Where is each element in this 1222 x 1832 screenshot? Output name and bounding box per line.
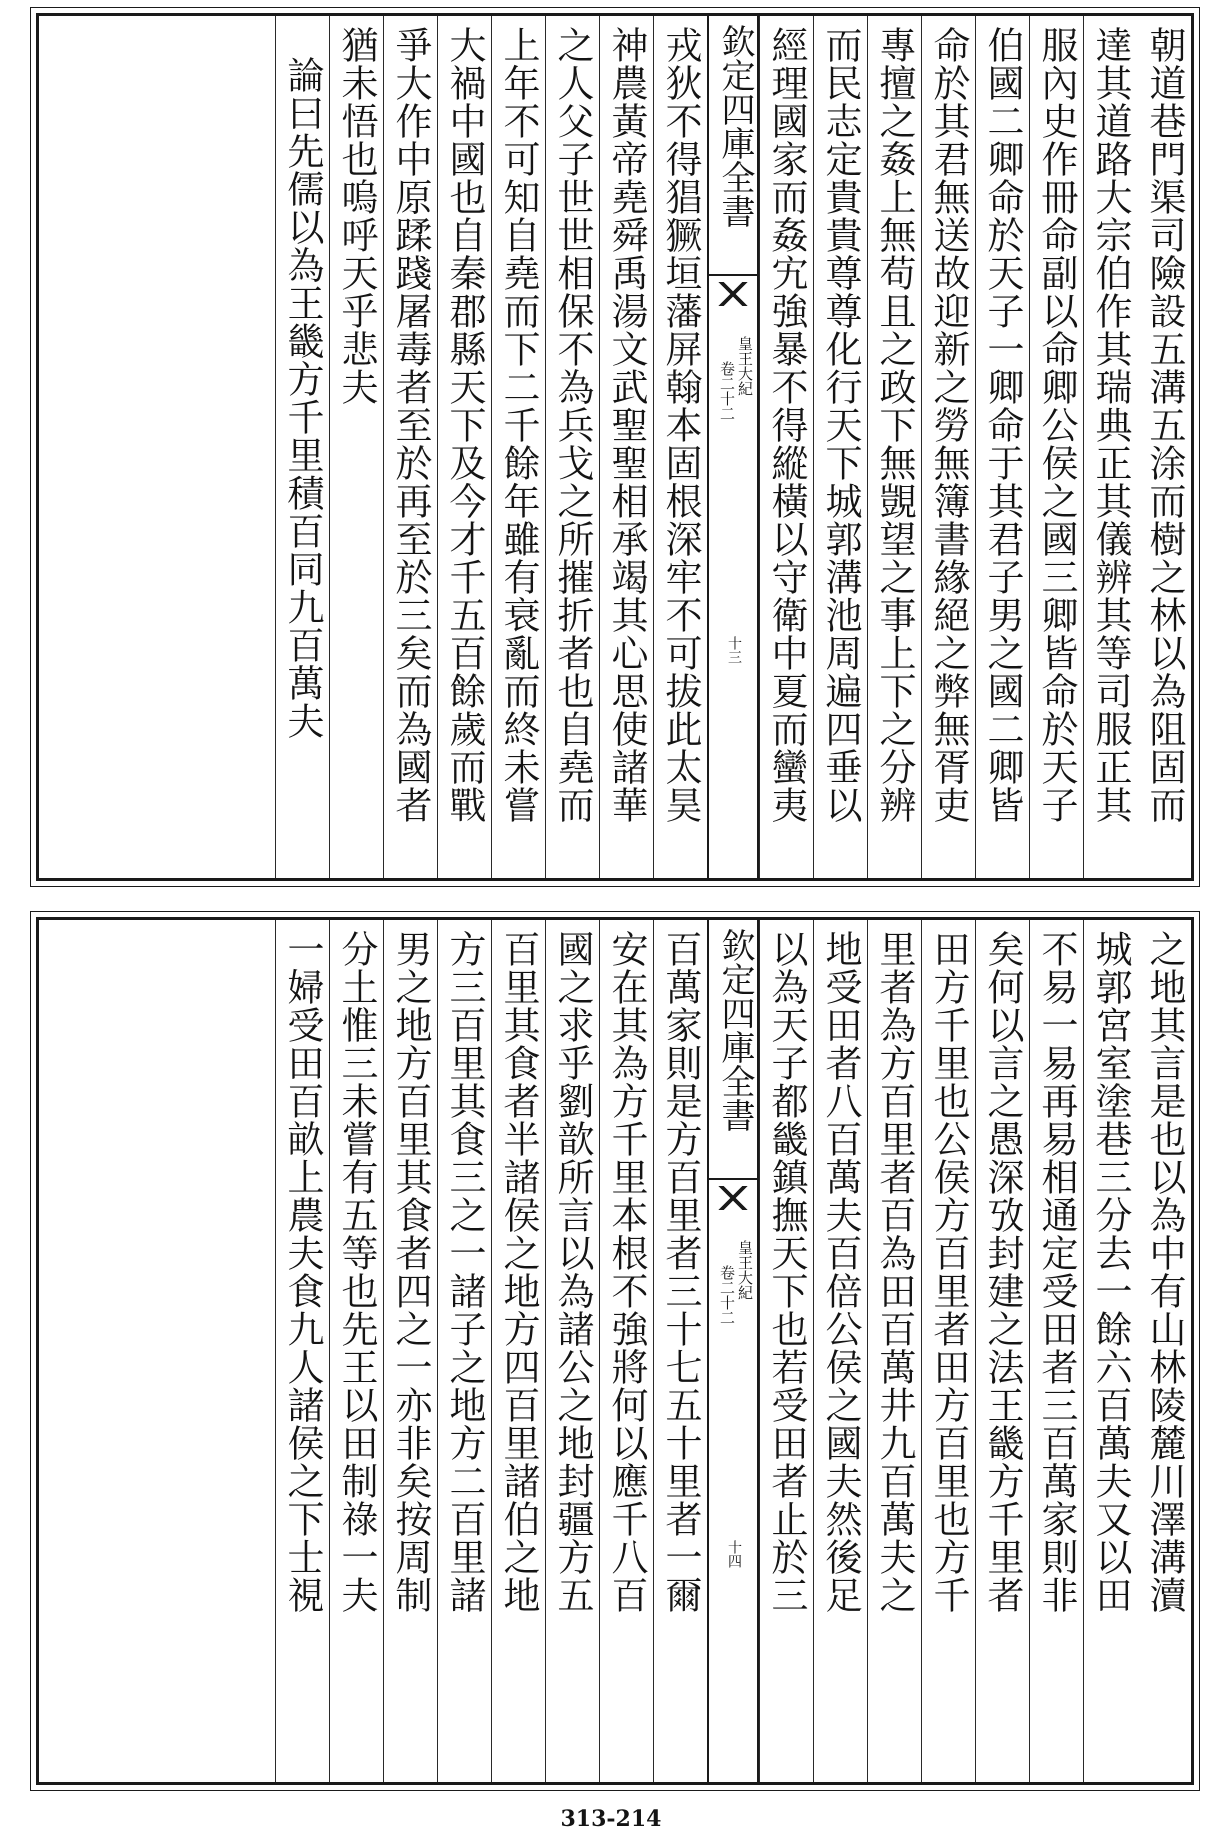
text-column: 安在其為方千里本根不強將何以應千八百 <box>599 920 653 1782</box>
text-column: 城郭宮室塗巷三分去一餘六百萬夫又以田 <box>1083 920 1137 1782</box>
bottom-page-frame <box>36 917 1194 1785</box>
volume-number: 卷二十二 <box>718 1265 736 1325</box>
text-column: 經理國家而姦宄強暴不得縱橫以守衛中夏而蠻夷 <box>759 16 813 878</box>
book-title: 皇王大紀 <box>736 336 754 396</box>
text-column: 國之求乎劉歆所言以為諸公之地封疆方五 <box>545 920 599 1782</box>
text-column: 而民志定貴貴尊尊化行天下城郭溝池周遍四垂以 <box>813 16 867 878</box>
text-column: 之人父子世世相保不為兵戈之所摧折者也自堯而 <box>545 16 599 878</box>
series-title: 欽定四庫全書 <box>715 928 755 1132</box>
center-fold <box>707 920 759 1782</box>
book-title: 皇王大紀 <box>736 1240 754 1300</box>
folio-number: 十三 <box>726 636 742 664</box>
text-column: 達其道路大宗伯作其瑞典正其儀辨其等司服正其 <box>1083 16 1137 878</box>
fish-tail-mark <box>709 274 757 316</box>
text-column: 之地其言是也以為中有山林陵麓川澤溝瀆 <box>1143 930 1186 1614</box>
text-column: 田方千里也公侯方百里者田方百里也方千 <box>921 920 975 1782</box>
page-number: 313-214 <box>560 1806 662 1832</box>
text-column: 戎狄不得猖獗垣藩屏翰本固根深牢不可拔此太昊 <box>653 16 707 878</box>
fish-tail-mark <box>709 1178 757 1220</box>
text-column: 伯國二卿命於天子一卿命于其君子男之國二卿皆 <box>975 16 1029 878</box>
text-column: 以為天子都畿鎮撫天下也若受田者止於三 <box>759 920 813 1782</box>
text-column: 朝道巷門渠司險設五溝五涂而樹之林以為阻固而 <box>1143 26 1186 824</box>
text-column: 神農黃帝堯舜禹湯文武聖聖相承竭其心思使諸華 <box>599 16 653 878</box>
center-fold <box>707 16 759 878</box>
text-column: 分土惟三未嘗有五等也先王以田制祿一夫 <box>329 920 383 1782</box>
folio-number: 十四 <box>726 1540 742 1568</box>
text-column: 地受田者八百萬夫百倍公侯之國夫然後足 <box>813 920 867 1782</box>
text-column: 上年不可知自堯而下二千餘年雖有衰亂而終未嘗 <box>491 16 545 878</box>
text-column: 論曰先儒以為王畿方千里積百同九百萬夫 <box>275 16 329 878</box>
text-column: 矣何以言之愚深攷封建之法王畿方千里者 <box>975 920 1029 1782</box>
text-column: 不易一易再易相通定受田者三百萬家則非 <box>1029 920 1083 1782</box>
text-column: 命於其君無送故迎新之勞無簿書緣絕之弊無胥吏 <box>921 16 975 878</box>
text-column: 服內史作冊命副以命卿公侯之國三卿皆命於天子 <box>1029 16 1083 878</box>
text-column: 大禍中國也自秦郡縣天下及今才千五百餘歲而戰 <box>437 16 491 878</box>
text-column: 爭大作中原蹂踐屠毒者至於再至於三矣而為國者 <box>383 16 437 878</box>
text-column: 猶未悟也嗚呼天乎悲夫 <box>329 16 383 878</box>
volume-number: 卷二十二 <box>718 361 736 421</box>
text-column: 百里其食者半諸侯之地方四百里諸伯之地 <box>491 920 545 1782</box>
top-page-frame <box>36 13 1194 881</box>
text-column: 方三百里其食三之一諸子之地方二百里諸 <box>437 920 491 1782</box>
series-title: 欽定四庫全書 <box>715 24 755 228</box>
text-column: 里者為方百里者百為田百萬井九百萬夫之 <box>867 920 921 1782</box>
text-column: 百萬家則是方百里者三十七五十里者一爾 <box>653 920 707 1782</box>
text-column: 專擅之姦上無苟且之政下無覬望之事上下之分辨 <box>867 16 921 878</box>
text-column: 一婦受田百畝上農夫食九人諸侯之下士視 <box>275 920 329 1782</box>
text-column: 男之地方百里其食者四之一亦非矣按周制 <box>383 920 437 1782</box>
